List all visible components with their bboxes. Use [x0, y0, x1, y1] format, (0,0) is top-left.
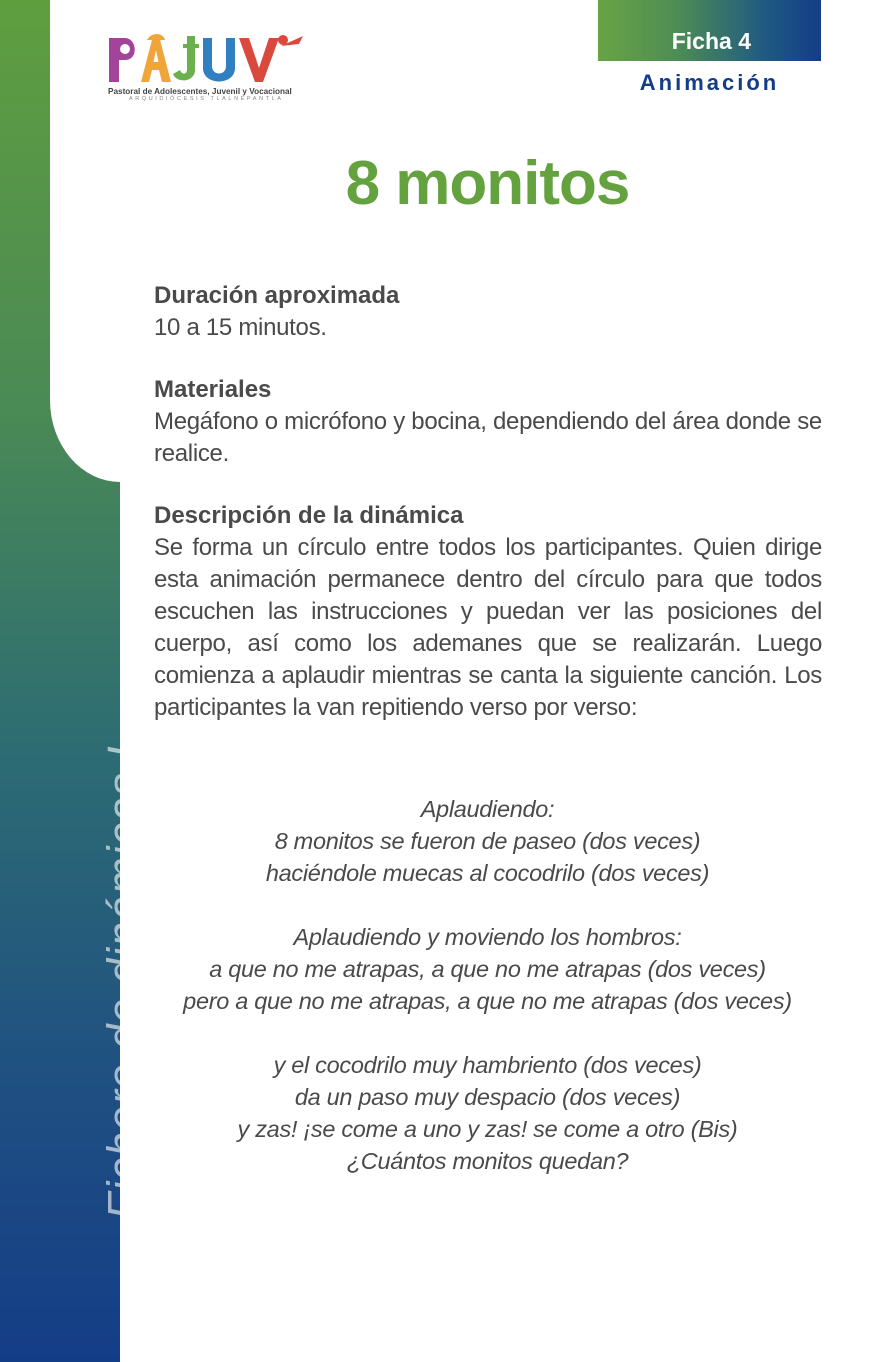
song-line: Aplaudiendo y moviendo los hombros: [293, 924, 682, 950]
song-stanza [150, 921, 825, 1017]
song-lyrics [150, 793, 825, 1209]
category-label: Animación [639, 70, 780, 95]
section-heading: Descripción de la dinámica [154, 502, 464, 529]
song-stanza [150, 793, 825, 889]
song-line: da un paso muy despacio (dos veces) [294, 1084, 681, 1110]
duration-section [154, 280, 822, 344]
vertical-series-title: Fichero de dinámicas I [98, 745, 149, 1220]
song-line: y zas! ¡se come a uno y zas! se come a otro (Bis) [237, 1116, 738, 1142]
song-line: a que no me atrapas, a que no me atrapas (dos veces) [209, 956, 766, 982]
logo-subtitle-archdiocese: ARQUIDIÓCESIS TLALNEPANTLA [129, 96, 284, 102]
pajuv-logo [107, 30, 307, 102]
song-line: pero a que no me atrapas, a que no me atrapas (dos veces) [183, 988, 792, 1014]
song-line: haciéndole muecas al cocodrilo (dos veces) [265, 860, 710, 886]
song-line: 8 monitos se fueron de paseo (dos veces) [274, 828, 701, 854]
song-line: Aplaudiendo: [420, 796, 555, 822]
content-body [154, 280, 822, 754]
section-text: Megáfono o micrófono y bocina, dependiendo del área donde se realice. [154, 408, 822, 467]
ficha-number: Ficha 4 [671, 28, 751, 54]
section-heading: Duración aproximada [154, 282, 400, 309]
section-text: 10 a 15 minutos. [154, 314, 327, 341]
song-line: y el cocodrilo muy hambriento (dos veces) [273, 1052, 702, 1078]
song-line: ¿Cuántos monitos quedan? [346, 1148, 629, 1174]
materials-section [154, 374, 822, 470]
page-title: 8 monitos [345, 149, 630, 218]
logo-subtitle: Pastoral de Adolescentes, Juvenil y Vocacional [108, 87, 292, 96]
song-stanza [150, 1049, 825, 1177]
section-heading: Materiales [154, 376, 272, 403]
pajuv-logo-mark [107, 30, 307, 86]
section-text: Se forma un círculo entre todos los participantes. Quien dirige esta animación permanece dentro del círculo para que todos escuchen las instrucciones y puedan ver las posiciones del cuerpo, así como los ademanes que se realizarán. Luego comienza a aplaudir mientras se canta la siguiente canción. Los participantes la van repitiendo verso por verso: [154, 534, 822, 721]
ficha-tab [598, 0, 821, 61]
description-section [154, 500, 822, 724]
